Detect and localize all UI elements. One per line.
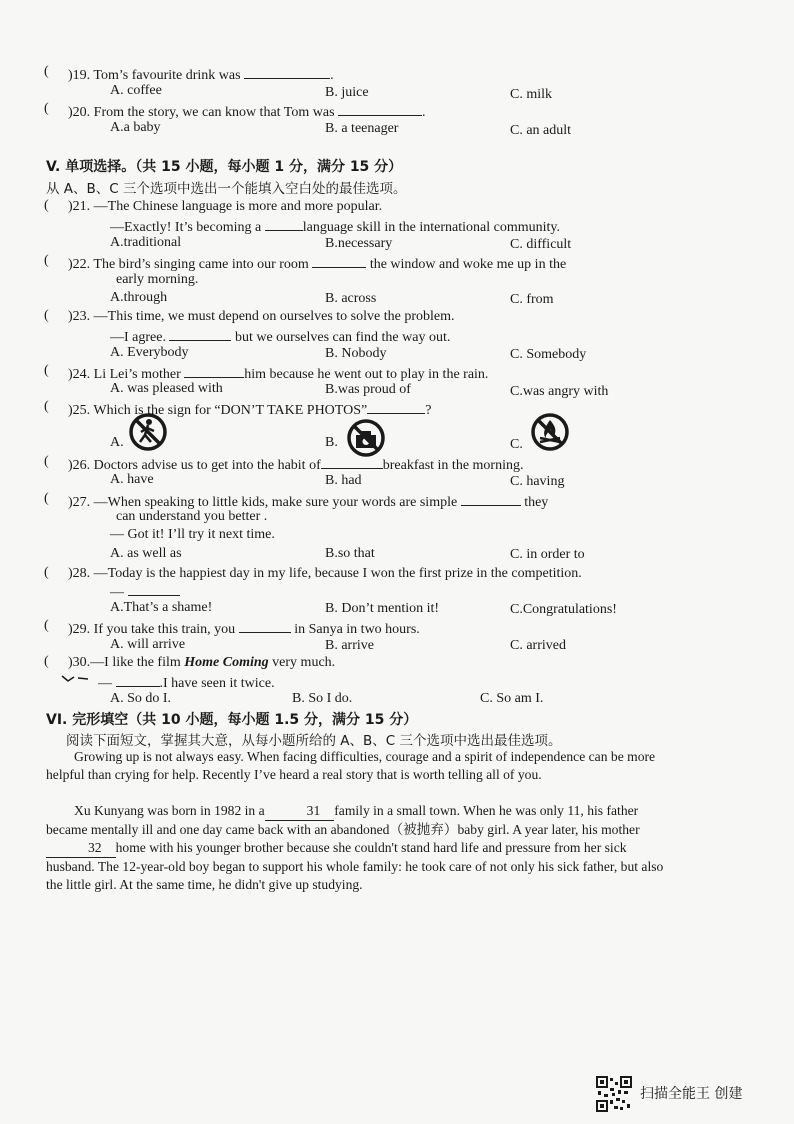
question-28-dash: —	[110, 585, 124, 600]
option-c: C. milk	[510, 87, 553, 102]
question-27-line2: can understand you better .	[116, 509, 268, 524]
answer-blank	[244, 64, 330, 79]
answer-blank	[128, 581, 180, 596]
no-walking-sign-icon	[128, 412, 168, 452]
question-27-part-b: they	[524, 495, 549, 510]
question-22-part-a: )22. The bird’s singing came into our room	[68, 257, 309, 272]
option-c: C. an adult	[510, 123, 572, 138]
answer-bracket: (	[44, 618, 49, 633]
option-b: B.	[325, 435, 338, 450]
answer-bracket: (	[44, 198, 49, 213]
question-27-line3: — Got it! I’ll try it next time.	[110, 527, 275, 542]
answer-bracket: (	[44, 491, 49, 506]
answer-bracket: (	[44, 253, 49, 268]
option-c: C.Congratulations!	[510, 602, 617, 617]
option-a: A. So do I.	[110, 691, 172, 706]
question-21-part-a: —Exactly! It’s becoming a	[110, 220, 262, 235]
option-c: C. Somebody	[510, 347, 587, 362]
option-a: A.traditional	[110, 235, 182, 250]
option-a: A. as well as	[110, 546, 182, 561]
option-b: B. a teenager	[325, 121, 399, 136]
question-24-part-b: him because he went out to play in the rain.	[244, 367, 489, 382]
option-c: C. difficult	[510, 237, 572, 252]
passage-text: home with his younger brother because she couldn't stand hard life and pressure from her sick husband. The 12-year-old boy began to support his whole family: he took care of not only his sick father, but also the little girl. At the same time, he didn't give up studying.	[46, 840, 664, 892]
answer-blank	[312, 253, 366, 268]
answer-bracket: (	[44, 101, 49, 116]
option-a: A. coffee	[110, 83, 162, 98]
answer-blank	[169, 326, 231, 341]
option-b: B. Nobody	[325, 346, 387, 361]
answer-bracket: (	[44, 399, 49, 414]
section-5-title: V. 单项选择。（共 15 小题，每小题 1 分，满分 15 分）	[46, 159, 403, 175]
answer-blank	[367, 399, 425, 414]
option-a: A. will arrive	[110, 637, 186, 652]
no-camera-sign-icon	[346, 418, 386, 458]
section-5-instruction: 从 A、B、C 三个选项中选出一个能填入空白处的最佳选项。	[46, 181, 407, 197]
question-25	[68, 399, 431, 420]
question-25-part-a: )25. Which is the sign for “DON’T TAKE PHOTOS”	[68, 403, 368, 418]
option-b: B. across	[325, 291, 377, 306]
question-30-part-b: very much.	[272, 655, 336, 670]
option-c: C. having	[510, 474, 565, 489]
qr-code-icon	[596, 1076, 632, 1112]
answer-bracket: (	[44, 308, 49, 323]
answer-bracket: (	[44, 654, 49, 669]
question-30	[68, 654, 335, 672]
question-30-part-c: .I have seen it twice.	[159, 676, 275, 691]
option-a: A. was pleased with	[110, 381, 223, 396]
question-22-line2: early morning.	[116, 272, 199, 287]
option-a: A.a baby	[110, 120, 161, 135]
option-a: A. Everybody	[110, 345, 189, 360]
question-29-part-a: )29. If you take this train, you	[68, 622, 236, 637]
answer-bracket: (	[44, 565, 49, 580]
passage-paragraph-1: Growing up is not always easy. When facing difficulties, courage and a spirit of independence can be more helpful than crying for help. Recently I’ve heard a real story that is worth telling all of you.	[46, 749, 656, 782]
option-b: B. Don’t mention it!	[325, 601, 440, 616]
question-24-part-a: )24. Li Lei’s mother	[68, 367, 181, 382]
answer-bracket: (	[44, 363, 49, 378]
answer-bracket: (	[44, 64, 49, 79]
option-b: B. had	[325, 473, 362, 488]
question-21-line1: )21. —The Chinese language is more and more popular.	[68, 199, 383, 214]
question-26-part-b: breakfast in the morning.	[382, 458, 524, 473]
question-30-part-a: )30.—I like the film	[68, 655, 181, 670]
option-b: B.necessary	[325, 236, 393, 251]
answer-blank	[461, 491, 521, 506]
option-c: C. arrived	[510, 638, 566, 653]
question-21-part-b: language skill in the international community.	[302, 220, 560, 235]
answer-blank	[338, 101, 422, 116]
answer-blank	[116, 672, 160, 687]
question-20-stem: )20. From the story, we can know that Tom was	[68, 105, 335, 120]
cloze-blank-31: 31	[265, 802, 335, 821]
question-23-part-a: —I agree.	[110, 330, 166, 345]
answer-blank	[265, 216, 303, 231]
question-27-part-a: )27. —When speaking to little kids, make sure your words are simple	[68, 495, 458, 510]
option-a: A.through	[110, 290, 168, 305]
question-23-part-b: but we ourselves can find the way out.	[234, 330, 451, 345]
option-a: A. have	[110, 472, 154, 487]
question-19-end: .	[330, 68, 334, 83]
passage-text: Xu Kunyang was born in 1982 in a	[74, 803, 265, 818]
option-a: A.	[110, 435, 124, 450]
passage-text: family in a small town. When he was only 11, his father became mentally ill and one day came back with an abandoned（被抛弃）baby girl. A year later, his mother	[46, 803, 640, 837]
question-26-part-a: )26. Doctors advise us to get into the habit of	[68, 458, 321, 473]
option-c: C.was angry with	[510, 384, 609, 399]
question-19-stem: )19. Tom’s favourite drink was	[68, 68, 241, 83]
option-c: C.	[510, 437, 523, 452]
option-c: C. in order to	[510, 547, 585, 562]
answer-blank	[321, 454, 383, 469]
question-29-part-b: in Sanya in two hours.	[294, 622, 420, 637]
option-c: C. from	[510, 292, 554, 307]
option-b: B.so that	[325, 546, 375, 561]
question-22-part-b: the window and woke me up in the	[369, 257, 567, 272]
question-23-line1: )23. —This time, we must depend on ourselves to solve the problem.	[68, 309, 455, 324]
section-6-title: VI. 完形填空（共 10 小题，每小题 1.5 分，满分 15 分）	[46, 712, 418, 728]
cloze-blank-32: 32	[46, 839, 116, 858]
question-30-dash: —	[98, 676, 112, 691]
option-c: C. So am I.	[480, 691, 544, 706]
section-6-instruction: 阅读下面短文，掌握其大意，从每小题所给的 A、B、C 三个选项中选出最佳选项。	[66, 733, 562, 749]
passage-paragraph-2	[46, 802, 674, 894]
answer-blank	[184, 363, 244, 378]
film-title: Home Coming	[184, 655, 269, 670]
option-b: B.was proud of	[325, 382, 411, 397]
question-19	[68, 64, 334, 85]
question-25-part-b: ?	[425, 403, 432, 418]
option-b: B. arrive	[325, 638, 374, 653]
option-b: B. So I do.	[292, 691, 353, 706]
question-20-end: .	[422, 105, 426, 120]
option-b: B. juice	[325, 85, 369, 100]
answer-blank	[239, 618, 291, 633]
no-fire-sign-icon	[530, 412, 570, 452]
scanner-watermark: 扫描全能王 创建	[640, 1086, 743, 1102]
question-28-line1: )28. —Today is the happiest day in my life, because I won the first prize in the competition.	[68, 566, 582, 581]
answer-bracket: (	[44, 454, 49, 469]
option-a: A.That’s a shame!	[110, 600, 213, 615]
handwritten-check-mark	[60, 672, 90, 684]
